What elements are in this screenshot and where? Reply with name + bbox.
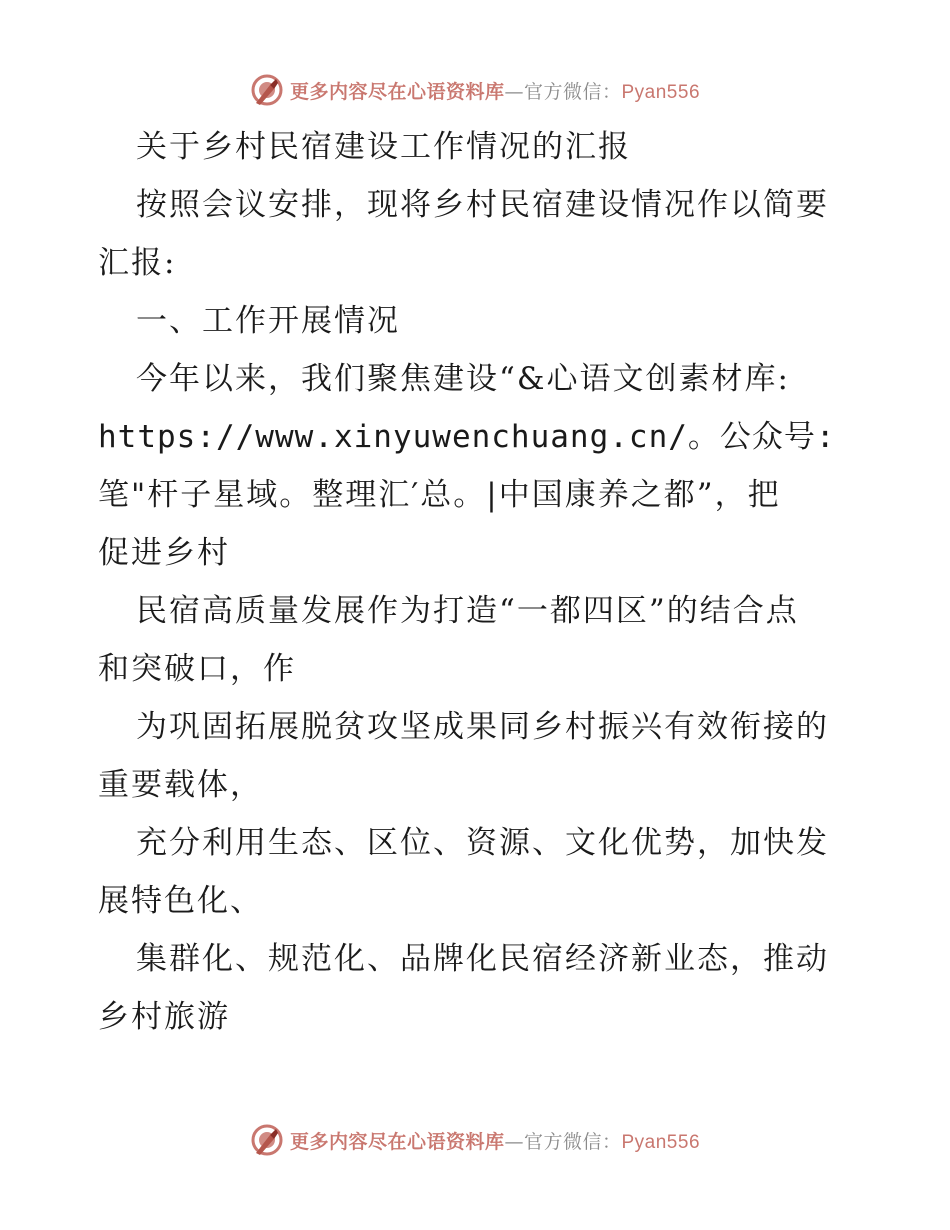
watermark-header <box>0 70 950 110</box>
pen-logo-icon <box>250 1123 284 1157</box>
paragraph-2-line-2: 和突破口，作 <box>98 651 296 687</box>
document-body <box>98 118 868 1046</box>
watermark-id: Pyan556 <box>621 81 701 103</box>
watermark-dash: — <box>504 80 524 103</box>
watermark-main: 更多内容尽在心语资料库 <box>289 80 505 103</box>
section-heading-1: 一、工作开展情况 <box>136 303 400 339</box>
paragraph-1-line-3: 笔"杆子星域。整理汇′总。|中国康养之都”，把 <box>98 477 781 513</box>
watermark-footer <box>0 1120 950 1160</box>
watermark-official: 官方微信： <box>523 1130 622 1153</box>
intro-line-1: 按照会议安排，现将乡村民宿建设情况作以简要 <box>136 187 829 223</box>
paragraph-4-line-1: 充分利用生态、区位、资源、文化优势，加快发 <box>136 825 829 861</box>
watermark-text <box>290 77 700 104</box>
watermark-text <box>290 1127 700 1154</box>
document-title: 关于乡村民宿建设工作情况的汇报 <box>136 129 631 165</box>
paragraph-3-line-1: 为巩固拓展脱贫攻坚成果同乡村振兴有效衔接的 <box>136 709 829 745</box>
intro-line-2: 汇报: <box>98 245 177 281</box>
paragraph-1-line-1: 今年以来，我们聚焦建设“&心语文创素材库: <box>136 361 790 397</box>
watermark-id: Pyan556 <box>621 1131 701 1153</box>
paragraph-5-line-1: 集群化、规范化、品牌化民宿经济新业态，推动 <box>136 941 829 977</box>
paragraph-1-line-2: https://www.xinyuwenchuang.cn/。公众号: <box>98 419 836 455</box>
watermark-dash: — <box>504 1130 524 1153</box>
paragraph-2-line-1: 民宿高质量发展作为打造“一都四区”的结合点 <box>136 593 799 629</box>
watermark-main: 更多内容尽在心语资料库 <box>289 1130 505 1153</box>
pen-logo-icon <box>250 73 284 107</box>
watermark-official: 官方微信： <box>523 80 622 103</box>
paragraph-3-line-2: 重要载体， <box>98 767 263 803</box>
paragraph-4-line-2: 展特色化、 <box>98 883 263 919</box>
paragraph-1-line-4: 促进乡村 <box>98 535 230 571</box>
paragraph-5-line-2: 乡村旅游 <box>98 999 230 1035</box>
